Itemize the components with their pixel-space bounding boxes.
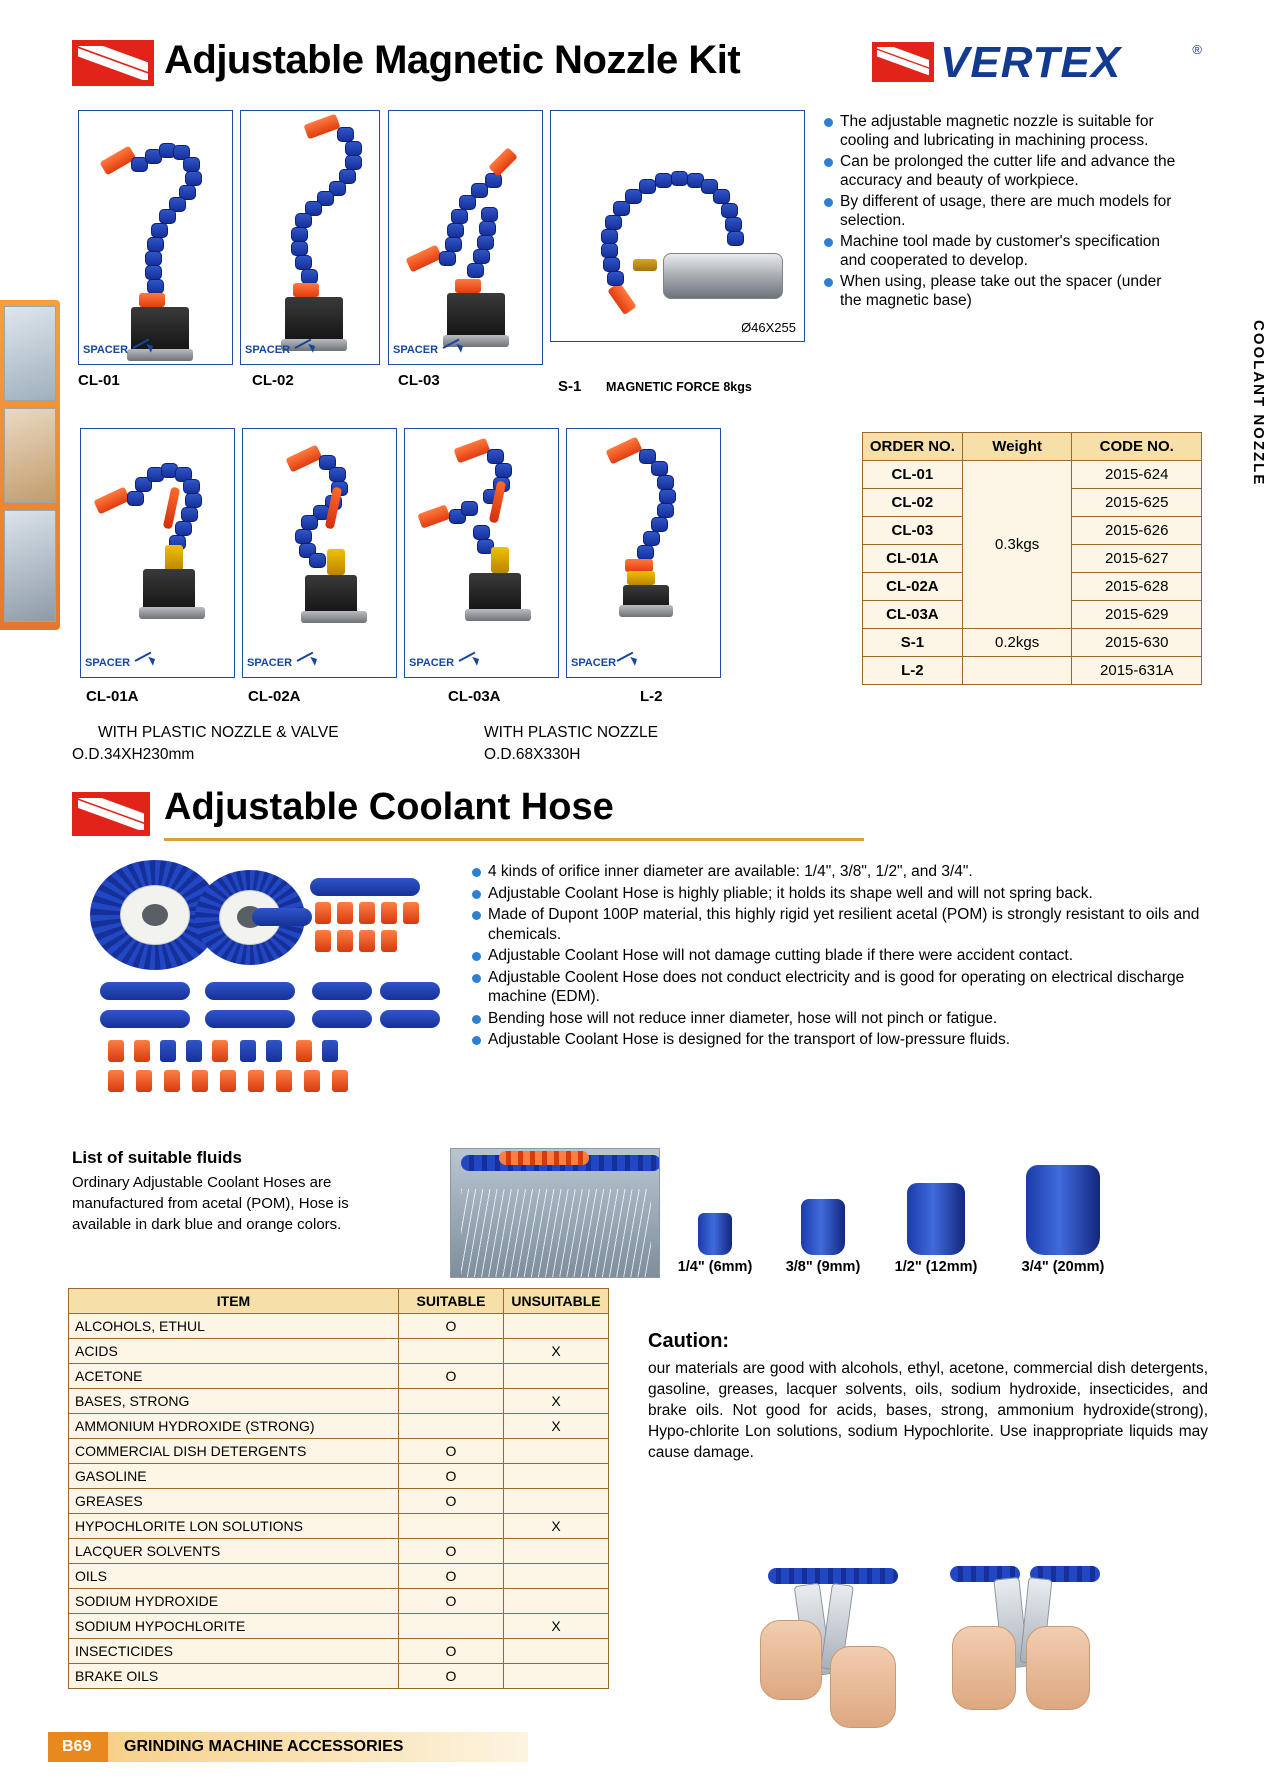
spacer-label: SPACER xyxy=(83,344,129,356)
cell-suitable: O xyxy=(399,1589,504,1614)
decor-photo-3 xyxy=(4,510,56,622)
hose-nozzle-tip xyxy=(164,1070,180,1092)
cell-unsuitable xyxy=(504,1664,609,1689)
hose-fitting xyxy=(381,930,397,952)
cell-weight: 0.2kgs xyxy=(962,629,1072,657)
product-caption-s-1: S-1 xyxy=(558,378,582,395)
cell-item: AMMONIUM HYDROXIDE (STRONG) xyxy=(69,1414,399,1439)
table-row xyxy=(69,1614,609,1639)
hose-clamp-bar xyxy=(205,982,295,1000)
cell-suitable: O xyxy=(399,1564,504,1589)
cell-order: CL-01 xyxy=(863,461,963,489)
cell-suitable: O xyxy=(399,1314,504,1339)
decor-photo-2 xyxy=(4,408,56,503)
hose-part-bar xyxy=(252,908,312,926)
nozzle-size-label: 3/4" (20mm) xyxy=(1021,1259,1105,1275)
table-row xyxy=(69,1489,609,1514)
product-caption-cl-01a: CL-01A xyxy=(86,688,139,705)
coolant-hose-photo xyxy=(90,860,450,1130)
cell-item: INSECTICIDES xyxy=(69,1639,399,1664)
cell-weight xyxy=(962,657,1072,685)
table-row xyxy=(69,1389,609,1414)
hose-clamp-bar xyxy=(100,1010,190,1028)
hose-nozzle-part xyxy=(212,1040,228,1062)
hose-part-bar xyxy=(310,878,420,896)
hose-fitting xyxy=(381,902,397,924)
spacer-label: SPACER xyxy=(393,344,439,356)
product-image-l-2 xyxy=(566,428,721,678)
product-caption-cl-02: CL-02 xyxy=(252,372,294,389)
suitable-fluids-table xyxy=(68,1288,609,1689)
nozzle-size-4 xyxy=(998,1165,1128,1275)
hose-nozzle-tip xyxy=(304,1070,320,1092)
cell-unsuitable xyxy=(504,1589,609,1614)
eagle-logo-icon xyxy=(72,792,150,836)
spacer-arrow-icon xyxy=(443,342,469,354)
vertex-eagle-icon xyxy=(872,42,934,82)
product-caption-cl-03: CL-03 xyxy=(398,372,440,389)
nozzle-size-label: 1/2" (12mm) xyxy=(894,1259,978,1275)
cell-order: S-1 xyxy=(863,629,963,657)
spacer-arrow-icon xyxy=(295,342,321,354)
cell-code: 2015-625 xyxy=(1072,489,1202,517)
cell-item: COMMERCIAL DISH DETERGENTS xyxy=(69,1439,399,1464)
feature-item: Bending hose will not reduce inner diameter, hose will not pinch or fatigue. xyxy=(470,1009,1200,1029)
cell-item: SODIUM HYPOCHLORITE xyxy=(69,1614,399,1639)
table-row xyxy=(69,1514,609,1539)
fluids-heading: List of suitable fluids xyxy=(72,1148,243,1167)
spacer-arrow-icon xyxy=(617,655,643,667)
hose-nozzle-tip xyxy=(108,1070,124,1092)
cell-code: 2015-624 xyxy=(1072,461,1202,489)
cell-order: CL-03 xyxy=(863,517,963,545)
section2-title: Adjustable Coolant Hose xyxy=(164,786,614,828)
page-header xyxy=(72,38,1202,98)
table-row xyxy=(69,1339,609,1364)
feature-list xyxy=(822,112,1182,312)
table-row xyxy=(863,461,1202,489)
cell-unsuitable xyxy=(504,1314,609,1339)
col-order-no: ORDER NO. xyxy=(863,433,963,461)
hose-fitting xyxy=(315,930,331,952)
spacer-label: SPACER xyxy=(571,657,617,669)
note-right-line2: O.D.68X330H xyxy=(484,746,581,763)
section-side-tab xyxy=(1243,320,1267,550)
cell-suitable: O xyxy=(399,1439,504,1464)
feature-item: Can be prolonged the cutter life and advance the accuracy and beauty of workpiece. xyxy=(822,152,1182,190)
table-row xyxy=(69,1664,609,1689)
table-row xyxy=(69,1539,609,1564)
cell-code: 2015-629 xyxy=(1072,601,1202,629)
nozzle-size-2 xyxy=(768,1199,878,1275)
col-item: ITEM xyxy=(69,1289,399,1314)
feature-item: Adjustable Coolant Hose will not damage cutting blade if there were accident contact. xyxy=(470,946,1200,966)
hose-clamp-bar xyxy=(312,1010,372,1028)
hose-fitting xyxy=(359,930,375,952)
product-image-cl-02a xyxy=(242,428,397,678)
feature-item: Adjustable Coolant Hose is designed for the transport of low-pressure fluids. xyxy=(470,1030,1200,1050)
product-image-cl-01a xyxy=(80,428,235,678)
cell-item: ACETONE xyxy=(69,1364,399,1389)
footer-text: GRINDING MACHINE ACCESSORIES xyxy=(124,1738,404,1755)
hose-fitting xyxy=(315,902,331,924)
cell-unsuitable xyxy=(504,1364,609,1389)
cell-order: CL-02 xyxy=(863,489,963,517)
cell-unsuitable: X xyxy=(504,1414,609,1439)
spacer-arrow-icon xyxy=(133,342,159,354)
cell-suitable xyxy=(399,1339,504,1364)
cell-unsuitable xyxy=(504,1539,609,1564)
hose-clamp-bar xyxy=(380,1010,440,1028)
cell-order: CL-02A xyxy=(863,573,963,601)
cell-unsuitable xyxy=(504,1564,609,1589)
product-caption-l-2: L-2 xyxy=(640,688,663,705)
feature-item: The adjustable magnetic nozzle is suitable for cooling and lubricating in machining process. xyxy=(822,112,1182,150)
spacer-arrow-icon xyxy=(459,655,485,667)
cell-weight: 0.3kgs xyxy=(962,461,1072,629)
cell-suitable xyxy=(399,1614,504,1639)
feature-item: Made of Dupont 100P material, this highly rigid yet resilient acetal (POM) is strongly resistant to oils and chemicals. xyxy=(470,905,1200,944)
cell-code: 2015-630 xyxy=(1072,629,1202,657)
cell-unsuitable xyxy=(504,1639,609,1664)
cell-unsuitable: X xyxy=(504,1614,609,1639)
product-caption-cl-03a: CL-03A xyxy=(448,688,501,705)
product-image-s-1 xyxy=(550,110,805,342)
cell-suitable: O xyxy=(399,1539,504,1564)
col-suitable: SUITABLE xyxy=(399,1289,504,1314)
side-decoration-strip xyxy=(0,300,60,630)
product-image-cl-02 xyxy=(240,110,380,365)
cell-item: GREASES xyxy=(69,1489,399,1514)
product-image-cl-03 xyxy=(388,110,543,365)
cell-code: 2015-626 xyxy=(1072,517,1202,545)
product-caption-cl-01: CL-01 xyxy=(78,372,120,389)
hose-nozzle-tip xyxy=(248,1070,264,1092)
order-table xyxy=(862,432,1202,685)
hose-nozzle-part xyxy=(134,1040,150,1062)
nozzle-size-label: 3/8" (9mm) xyxy=(785,1259,861,1275)
spacer-label: SPACER xyxy=(247,657,293,669)
cell-unsuitable: X xyxy=(504,1389,609,1414)
cell-item: BASES, STRONG xyxy=(69,1389,399,1414)
hose-nozzle-part xyxy=(322,1040,338,1062)
hose-nozzle-tip xyxy=(332,1070,348,1092)
cell-unsuitable: X xyxy=(504,1514,609,1539)
cell-order: CL-03A xyxy=(863,601,963,629)
page-title: Adjustable Magnetic Nozzle Kit xyxy=(164,38,741,82)
cell-item: OILS xyxy=(69,1564,399,1589)
fluids-intro-text: Ordinary Adjustable Coolant Hoses are manufactured from acetal (POM), Hose is available in dark blue and orange colors. xyxy=(72,1174,349,1233)
note-left-line1: WITH PLASTIC NOZZLE & VALVE xyxy=(98,724,339,741)
feature-item: Machine tool made by customer's specification and cooperated to develop. xyxy=(822,232,1182,270)
table-row xyxy=(69,1364,609,1389)
cell-item: GASOLINE xyxy=(69,1464,399,1489)
cell-suitable xyxy=(399,1389,504,1414)
hose-nozzle-tip xyxy=(136,1070,152,1092)
spacer-arrow-icon xyxy=(135,655,161,667)
hose-nozzle-tip xyxy=(220,1070,236,1092)
spacer-label: SPACER xyxy=(85,657,131,669)
hand-photo-right xyxy=(946,1560,1096,1740)
note-right-line1: WITH PLASTIC NOZZLE xyxy=(484,724,658,741)
brand-registered-mark: ® xyxy=(1192,42,1202,57)
cell-suitable: O xyxy=(399,1489,504,1514)
cell-item: ACIDS xyxy=(69,1339,399,1364)
hose-clamp-bar xyxy=(205,1010,295,1028)
spacer-label: SPACER xyxy=(245,344,291,356)
cell-unsuitable xyxy=(504,1489,609,1514)
hose-nozzle-tip xyxy=(276,1070,292,1092)
nozzle-size-1 xyxy=(660,1213,770,1275)
table-row xyxy=(69,1639,609,1664)
hose-nozzle-part xyxy=(296,1040,312,1062)
product-caption-cl-02a: CL-02A xyxy=(248,688,301,705)
s1-dimension-label: Ø46X255 xyxy=(741,320,796,335)
feature-item: When using, please take out the spacer (under the magnetic base) xyxy=(822,272,1182,310)
col-unsuitable: UNSUITABLE xyxy=(504,1289,609,1314)
table-row xyxy=(69,1464,609,1489)
caution-text: our materials are good with alcohols, ethyl, acetone, commercial dish detergents, gasoline, greases, lacquer solvents, oils, sodium hydroxide, insecticides, and brake oils. Not good for acids, bases, strong, ammonium hydroxide(strong), Hypo-chlorite Lon solutions, sodium Hypochlorite. Use inappropriate liquids may cause damage. xyxy=(648,1360,1208,1461)
feature-item: Adjustable Coolent Hose does not conduct electricity and is good for operating on electrical discharge machine (EDM). xyxy=(470,968,1200,1007)
hose-nozzle-part xyxy=(186,1040,202,1062)
cell-item: BRAKE OILS xyxy=(69,1664,399,1689)
table-row xyxy=(69,1564,609,1589)
table-row xyxy=(863,629,1202,657)
cell-suitable: O xyxy=(399,1464,504,1489)
product-image-cl-01 xyxy=(78,110,233,365)
hose-fitting xyxy=(403,902,419,924)
hose-clamp-bar xyxy=(100,982,190,1000)
spacer-arrow-icon xyxy=(297,655,323,667)
cell-item: ALCOHOLS, ETHUL xyxy=(69,1314,399,1339)
hose-fitting xyxy=(337,902,353,924)
feature-item: 4 kinds of orifice inner diameter are available: 1/4", 3/8", 1/2", and 3/4". xyxy=(470,862,1200,882)
table-row xyxy=(69,1589,609,1614)
caution-heading: Caution: xyxy=(648,1330,730,1352)
hose-nozzle-part xyxy=(266,1040,282,1062)
hose-fitting xyxy=(359,902,375,924)
hose-nozzle-tip xyxy=(192,1070,208,1092)
hose-nozzle-part xyxy=(160,1040,176,1062)
cell-unsuitable: X xyxy=(504,1339,609,1364)
cell-suitable xyxy=(399,1514,504,1539)
section2-divider xyxy=(164,838,864,841)
hose-clamp-bar xyxy=(312,982,372,1000)
note-left-line2: O.D.34XH230mm xyxy=(72,746,195,763)
hose-nozzle-part xyxy=(240,1040,256,1062)
page-footer xyxy=(0,1732,1275,1762)
page-number: B69 xyxy=(62,1738,92,1755)
section-side-tab-label: COOLANT NOZZLE xyxy=(1250,320,1267,487)
cell-unsuitable xyxy=(504,1439,609,1464)
cell-suitable xyxy=(399,1414,504,1439)
eagle-logo-icon xyxy=(72,40,154,86)
cell-code: 2015-631A xyxy=(1072,657,1202,685)
cell-unsuitable xyxy=(504,1464,609,1489)
cell-suitable: O xyxy=(399,1639,504,1664)
table-row xyxy=(69,1314,609,1339)
feature-item: By different of usage, there are much models for selection. xyxy=(822,192,1182,230)
spacer-label: SPACER xyxy=(409,657,455,669)
feature-item: Adjustable Coolant Hose is highly pliable; it holds its shape well and will not spring back. xyxy=(470,884,1200,904)
table-header-row xyxy=(69,1289,609,1314)
hose-nozzle-part xyxy=(108,1040,124,1062)
table-row xyxy=(69,1414,609,1439)
machining-coolant-photo xyxy=(450,1148,660,1278)
nozzle-size-row xyxy=(660,1165,1220,1315)
hand-photo-left xyxy=(760,1560,910,1740)
nozzle-size-3 xyxy=(876,1183,996,1275)
table-header-row xyxy=(863,433,1202,461)
table-row xyxy=(69,1439,609,1464)
cell-item: LACQUER SOLVENTS xyxy=(69,1539,399,1564)
nozzle-size-label: 1/4" (6mm) xyxy=(677,1259,753,1275)
hose-clamp-bar xyxy=(380,982,440,1000)
product-image-cl-03a xyxy=(404,428,559,678)
cell-suitable: O xyxy=(399,1364,504,1389)
table-row xyxy=(863,657,1202,685)
brand-logo xyxy=(872,38,1202,92)
cell-order: CL-01A xyxy=(863,545,963,573)
cell-item: SODIUM HYDROXIDE xyxy=(69,1589,399,1614)
cell-order: L-2 xyxy=(863,657,963,685)
coolant-hose-feature-list xyxy=(470,862,1200,1052)
decor-photo-1 xyxy=(4,306,56,401)
brand-name: VERTEX xyxy=(940,38,1122,87)
cell-suitable: O xyxy=(399,1664,504,1689)
s1-magnetic-force-label: MAGNETIC FORCE 8kgs xyxy=(606,380,752,394)
col-weight: Weight xyxy=(962,433,1072,461)
cell-code: 2015-627 xyxy=(1072,545,1202,573)
cell-code: 2015-628 xyxy=(1072,573,1202,601)
usage-photos xyxy=(760,1560,1180,1745)
cell-item: HYPOCHLORITE LON SOLUTIONS xyxy=(69,1514,399,1539)
hose-fitting xyxy=(337,930,353,952)
col-code-no: CODE NO. xyxy=(1072,433,1202,461)
